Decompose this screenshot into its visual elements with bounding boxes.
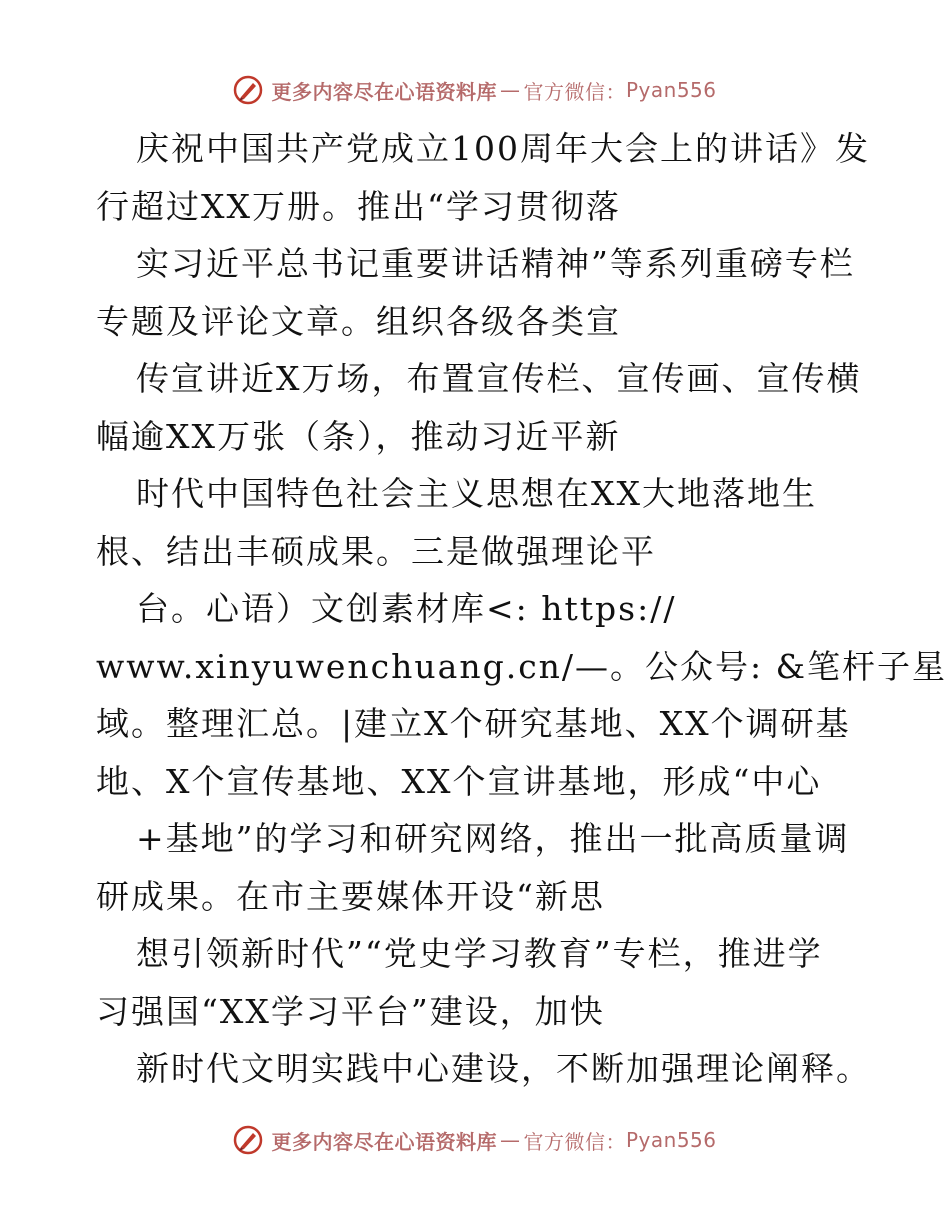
text-line: 实习近平总书记重要讲话精神”等系列重磅专栏 xyxy=(136,244,855,283)
text-line: 研成果。在市主要媒体开设“新思 xyxy=(96,876,605,916)
document-body xyxy=(96,120,948,1098)
banner-wechat-id: Pyan556 xyxy=(625,1128,717,1152)
pen-logo-icon xyxy=(233,1125,263,1155)
text-line: 幅逾XX万张（条），推动习近平新 xyxy=(96,416,621,456)
text-line: 庆祝中国共产党成立100周年大会上的讲话》发 xyxy=(136,129,870,168)
banner-separator: — xyxy=(499,1128,521,1152)
banner-wechat-id: Pyan556 xyxy=(625,78,717,102)
text-line: 根、结出丰硕成果。三是做强理论平 xyxy=(96,531,656,571)
text-line: 专题及评论文章。组织各级各类宣 xyxy=(96,301,621,341)
text-line: 习强国“XX学习平台”建设，加快 xyxy=(96,991,605,1031)
footer-banner xyxy=(0,1120,950,1160)
text-line: 行超过XX万册。推出“学习贯彻落 xyxy=(96,186,621,226)
banner-brand: 更多内容尽在心语资料库 xyxy=(271,1129,497,1154)
banner-brand: 更多内容尽在心语资料库 xyxy=(271,79,497,104)
header-banner xyxy=(0,70,950,110)
text-line: 想引领新时代”“党史学习教育”专栏，推进学 xyxy=(136,934,823,973)
text-line: 时代中国特色社会主义思想在XX大地落地生 xyxy=(136,474,817,513)
text-line: 传宣讲近X万场，布置宣传栏、宣传画、宣传横 xyxy=(136,359,862,398)
banner-wechat-label: 官方微信： xyxy=(523,79,626,104)
banner-wechat-label: 官方微信： xyxy=(523,1129,626,1154)
pen-logo-icon xyxy=(233,75,263,105)
text-line: 台。心语）文创素材库<: https:// xyxy=(136,589,677,628)
text-line: 域。整理汇总。|建立X个研究基地、XX个调研基 xyxy=(96,704,851,743)
text-line: 地、X个宣传基地、XX个宣讲基地，形成“中心 xyxy=(96,761,822,801)
text-line: www.xinyuwenchuang.cn/—。公众号: &笔杆子星 xyxy=(96,646,948,686)
text-line: 新时代文明实践中心建设，不断加强理论阐释。 xyxy=(136,1049,871,1088)
text-line: +基地”的学习和研究网络，推出一批高质量调 xyxy=(136,819,850,858)
banner-separator: — xyxy=(499,78,521,102)
